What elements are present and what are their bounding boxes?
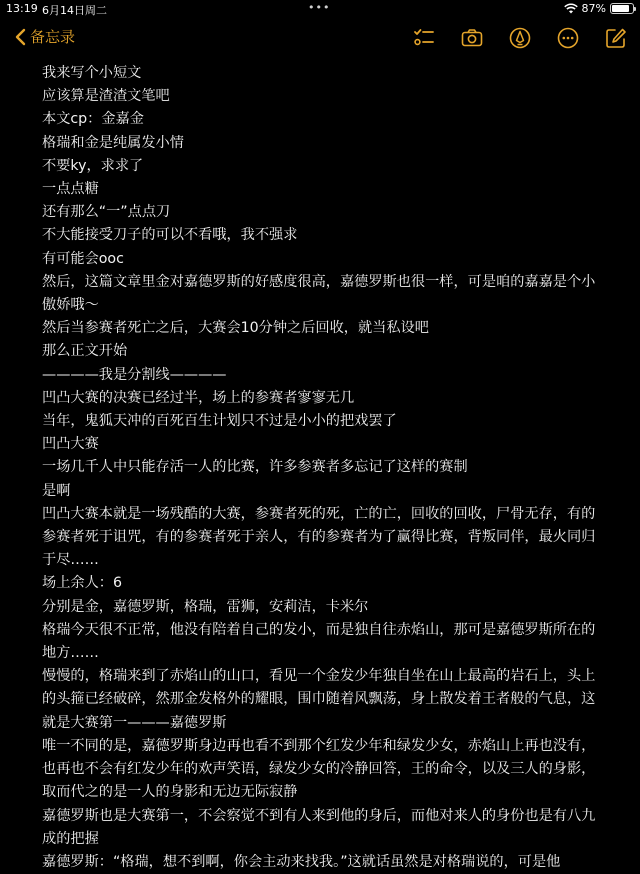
- note-line: 有可能会ooc: [42, 250, 124, 267]
- more-button[interactable]: [556, 26, 580, 50]
- note-line: 不要ky，求求了: [42, 157, 144, 174]
- note-line: 一点点糖: [42, 181, 99, 198]
- more-icon: [557, 27, 579, 49]
- note-line: 凹凸大赛的决赛已经过半，场上的参赛者寥寥无几: [42, 389, 355, 406]
- note-line: 然后，这篇文章里金对嘉德罗斯的好感度很高，嘉德罗斯也很一样，可是咱的嘉嘉是个小傲娇哦～: [42, 273, 596, 314]
- battery-percent: 87%: [581, 2, 606, 15]
- note-line: 应该算是渣渣文笔吧: [42, 88, 170, 105]
- note-line: 本文cp：金嘉金: [42, 111, 144, 128]
- note-line: 嘉德罗斯：“格瑞，想不到啊，你会主动来找我。”这就话虽然是对格瑞说的，可是他: [42, 853, 561, 870]
- note-line: 一场几千人中只能存活一人的比赛，许多参赛者多忘记了这样的赛制: [42, 459, 468, 476]
- note-line: 不大能接受刀子的可以不看哦，我不强求: [42, 227, 298, 244]
- note-toolbar: [412, 26, 628, 50]
- note-text-body[interactable]: [42, 62, 598, 874]
- note-line: 是啊: [42, 482, 71, 499]
- note-line: 当年，鬼狐天冲的百死百生计划只不过是小小的把戏罢了: [42, 413, 397, 430]
- checklist-icon: [413, 27, 435, 49]
- note-line: 唯一不同的是，嘉德罗斯身边再也看不到那个红发少年和绿发少女，赤焰山上再也没有，也再也不会有红发少年的欢声笑语，绿发少女的冷静回答，王的命令，以及三人的身影，取而代之的是一人的身影和无边无际寂静: [42, 737, 596, 801]
- note-line: 格瑞和金是纯属发小情: [42, 134, 184, 151]
- note-line: 分别是金，嘉德罗斯，格瑞，雷狮，安莉洁，卡米尔: [42, 598, 369, 615]
- battery-icon: [610, 3, 634, 14]
- back-label: 备忘录: [30, 28, 76, 46]
- compose-button[interactable]: [604, 26, 628, 50]
- checklist-button[interactable]: [412, 26, 436, 50]
- note-line: 然后当参赛者死亡之后，大赛会10分钟之后回收，就当私设吧: [42, 320, 429, 337]
- note-line: 慢慢的，格瑞来到了赤焰山的山口，看见一个金发少年独自坐在山上最高的岩石上，头上的头箍已经破碎，然那金发格外的耀眼，围巾随着风飘荡，身上散发着王者般的气息，这就是大赛第一———嘉德罗斯: [42, 668, 596, 731]
- camera-button[interactable]: [460, 26, 484, 50]
- note-line: 嘉德罗斯也是大赛第一，不会察觉不到有人来到他的身后，而他对来人的身份也是有八九成的把握: [42, 807, 596, 847]
- wifi-icon: [564, 3, 578, 14]
- note-line: 还有那么“一”点点刀: [42, 204, 171, 221]
- note-line: 格瑞今天很不正常，他没有陪着自己的发小，而是独自往赤焰山，那可是嘉德罗斯所在的地方……: [42, 621, 596, 662]
- markup-button[interactable]: [508, 26, 532, 50]
- note-line: 场上余人：6: [42, 575, 122, 592]
- chevron-left-icon: [14, 28, 26, 46]
- note-line: ————我是分割线————: [42, 366, 227, 383]
- status-time: 13:19: [6, 2, 38, 15]
- note-line: 那么正文开始: [42, 343, 128, 360]
- status-bar: [0, 0, 640, 18]
- back-button[interactable]: [14, 26, 75, 47]
- battery-level-fill: [612, 5, 629, 12]
- multitasking-dots-icon[interactable]: •••: [308, 1, 331, 14]
- camera-icon: [461, 27, 483, 49]
- compose-icon: [605, 27, 627, 49]
- note-line: 凹凸大赛本就是一场残酷的大赛，参赛者死的死，亡的亡，回收的回收，尸骨无存，有的参赛者死于诅咒，有的参赛者死于亲人，有的参赛者为了赢得比赛，背叛同伴，最火同归于尽……: [42, 505, 596, 569]
- nav-bar: [0, 22, 640, 56]
- note-line: 我来写个小短文: [42, 65, 142, 81]
- status-indicators: [564, 2, 634, 15]
- status-date: 6月14日周二: [42, 4, 107, 17]
- note-line: 凹凸大赛: [42, 436, 99, 453]
- markup-pen-icon: [509, 27, 531, 49]
